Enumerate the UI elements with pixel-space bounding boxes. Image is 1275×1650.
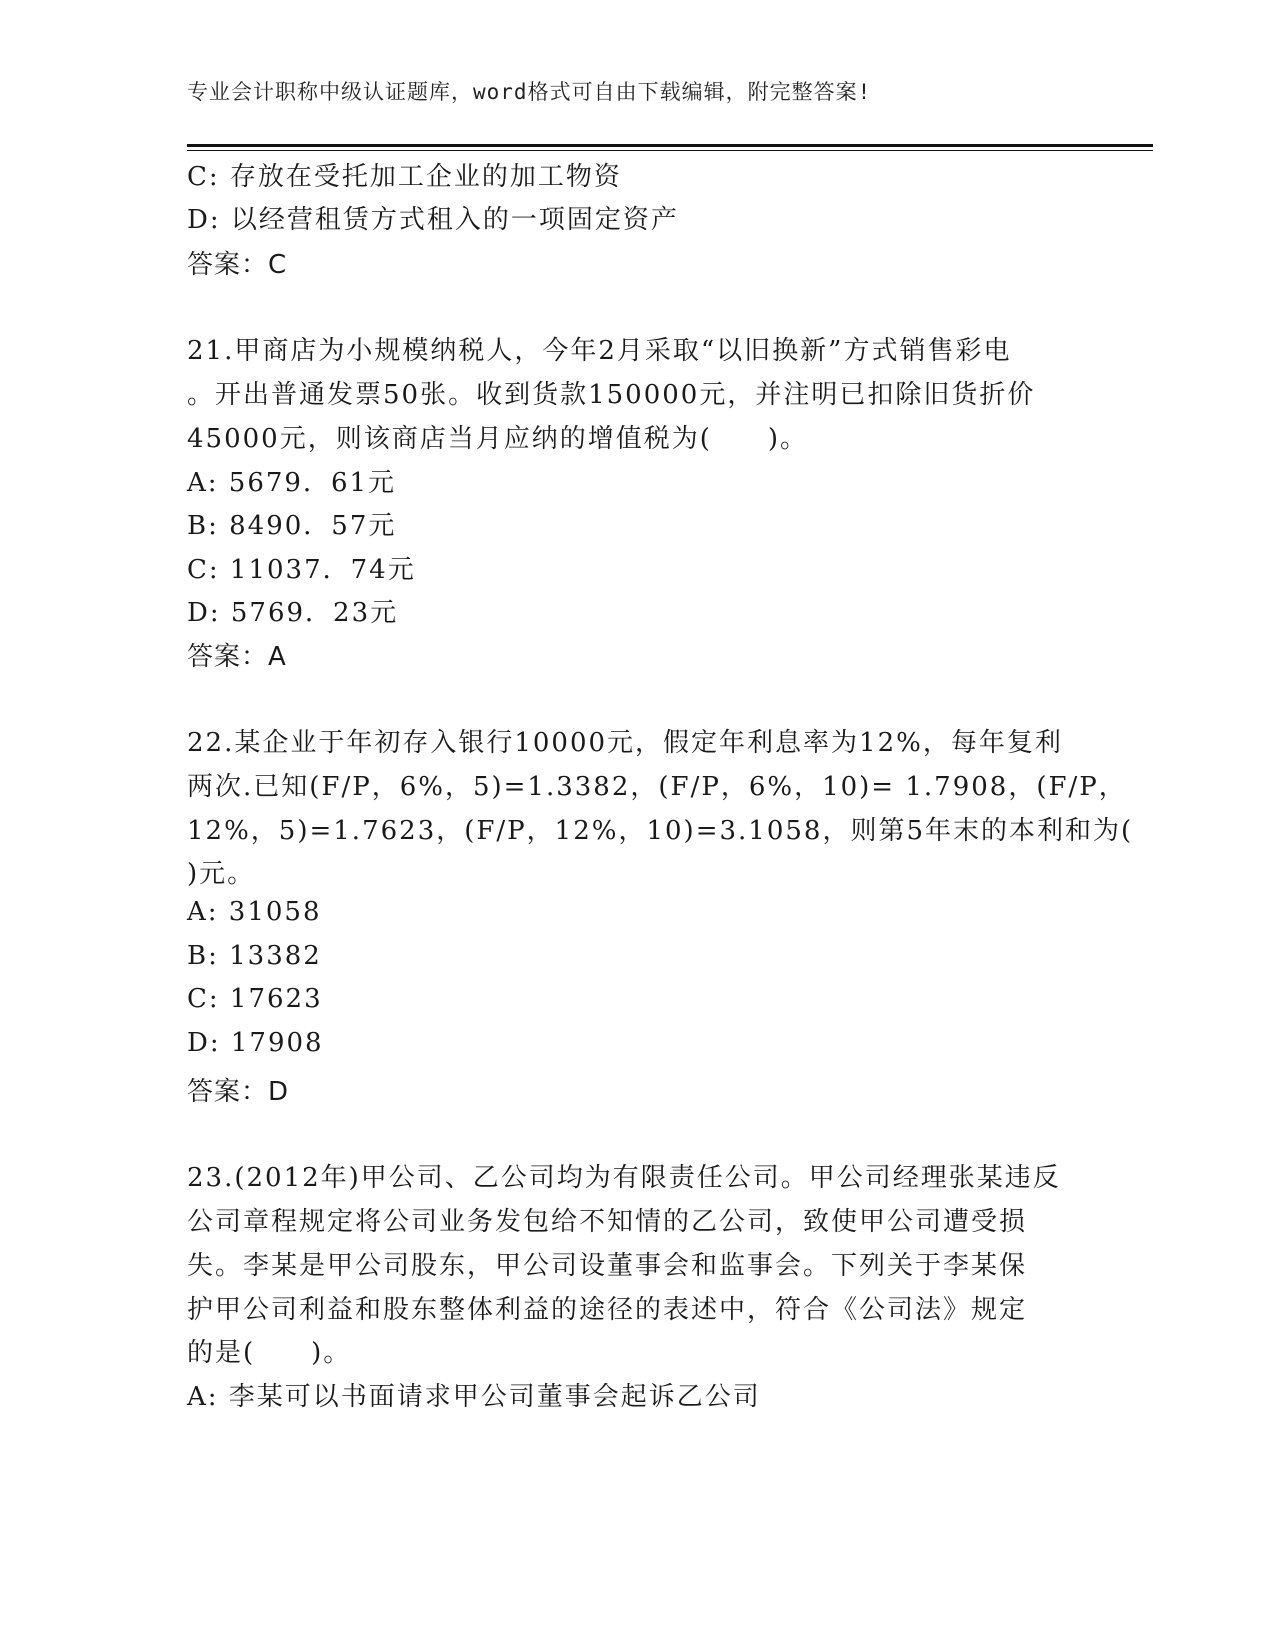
- header-rule-thick: [187, 144, 1153, 147]
- q22-stem-line: )元。: [187, 859, 256, 889]
- q23-stem-line: 23.(2012年)甲公司、乙公司均为有限责任公司。甲公司经理张某违反: [187, 1163, 1061, 1193]
- q22-option-d: D: 17908: [187, 1028, 324, 1058]
- q22-option-b: B: 13382: [187, 941, 322, 971]
- q22-stem-line: 12%，5)=1.7623，(F/P，12%，10)=3.1058，则第5年末的本利和为(: [187, 816, 1134, 846]
- header-rule-thin: [187, 150, 1153, 151]
- q21-stem-line: 21.甲商店为小规模纳税人，今年2月采取“以旧换新”方式销售彩电: [187, 336, 1012, 366]
- q20-answer: 答案：C: [187, 250, 288, 280]
- page-header: 专业会计职称中级认证题库，word格式可自由下载编辑，附完整答案!: [187, 80, 872, 104]
- q23-stem-line: 护甲公司利益和股东整体利益的途径的表述中，符合《公司法》规定: [187, 1295, 1028, 1325]
- q21-option-b: B: 8490．57元: [187, 511, 397, 541]
- q22-answer: 答案：D: [187, 1077, 290, 1107]
- q21-answer: 答案：A: [187, 642, 287, 672]
- q23-stem-line: 公司章程规定将公司业务发包给不知情的乙公司，致使甲公司遭受损: [187, 1207, 1028, 1237]
- q23-stem-line: 的是( )。: [187, 1338, 352, 1368]
- q22-stem-line: 两次.已知(F/P，6%，5)=1.3382，(F/P，6%，10)= 1.7908，(F/P，: [187, 772, 1127, 802]
- q22-option-a: A: 31058: [187, 897, 322, 927]
- q23-option-a: A: 李某可以书面请求甲公司董事会起诉乙公司: [187, 1382, 761, 1412]
- q22-stem-line: 22.某企业于年初存入银行10000元，假定年利息率为12%，每年复利: [187, 728, 1063, 758]
- q21-option-c: C: 11037．74元: [187, 555, 416, 585]
- q22-option-c: C: 17623: [187, 984, 323, 1014]
- q21-option-a: A: 5679．61元: [187, 468, 397, 498]
- q20-option-c: C: 存放在受托加工企业的加工物资: [187, 162, 622, 192]
- q21-stem-line: 。开出普通发票50张。收到货款150000元，并注明已扣除旧货折价: [187, 380, 1036, 410]
- q21-stem-line: 45000元，则该商店当月应纳的增值税为( )。: [187, 424, 808, 454]
- q23-stem-line: 失。李某是甲公司股东，甲公司设董事会和监事会。下列关于李某保: [187, 1251, 1028, 1281]
- q20-option-d: D: 以经营租赁方式租入的一项固定资产: [187, 205, 679, 235]
- q21-option-d: D: 5769．23元: [187, 598, 399, 628]
